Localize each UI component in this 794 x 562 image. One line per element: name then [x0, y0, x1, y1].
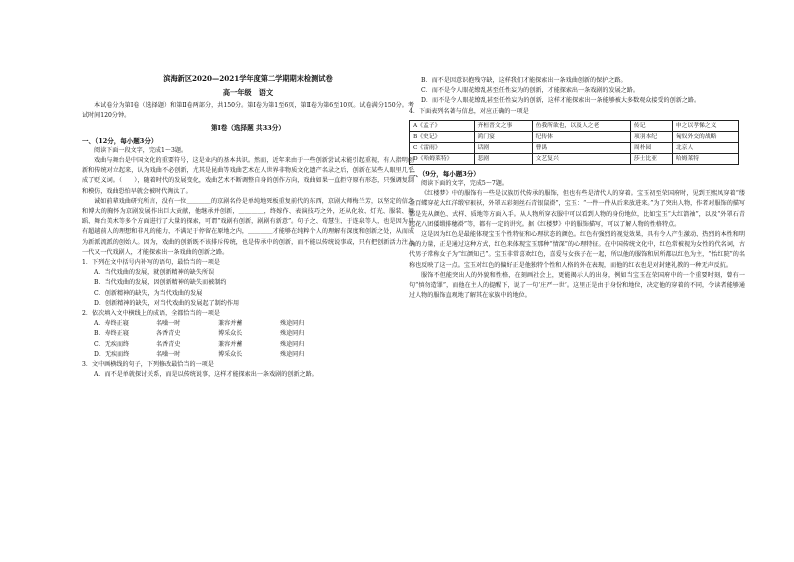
left-column	[82, 101, 414, 380]
option-cell: 名噪一时	[156, 320, 181, 328]
question-3-option-d: D．而不是令人眼花缭乱甚至任性妄为的创新，这样才能探索出一条能够被大多数观众接受的创新之路。	[421, 97, 701, 105]
exam-subtitle: 高一年级 语文	[222, 88, 274, 97]
table-cell: C《雷雨》	[410, 142, 475, 153]
option-cell: 兼容并蓄	[218, 320, 243, 328]
table-cell: 话剧	[474, 142, 532, 153]
question-2-option-row	[82, 350, 414, 360]
exam-intro: 本试卷分为第Ⅰ卷（选择题）和第Ⅱ卷两部分，共150分。第Ⅰ卷为第1至6页，第Ⅱ卷为第6至10页。试卷满分150分。考试时间120分钟。	[82, 102, 414, 120]
option-cell: 兼容并蓄	[218, 340, 243, 348]
table-cell: D《哈姆莱特》	[410, 153, 475, 164]
table-cell: 悲剧	[474, 153, 532, 164]
question-4-stem: 4．下面表列名著与信息，对应正确的一项是	[409, 107, 529, 115]
part1-title: 第Ⅰ卷（选择题 共33分）	[211, 124, 285, 133]
option-cell: 博采众长	[218, 350, 243, 358]
question-1-stem: 1．下列在文中括号内补写的语句，最恰当的一项是	[82, 259, 220, 267]
option-cell: C．无疾而终	[94, 340, 130, 348]
section1-heading: 一、（12分，每小题3分）	[82, 136, 158, 145]
table-cell: 哈姆莱特	[672, 153, 738, 164]
option-cell: 各香青史	[156, 330, 181, 338]
passage-paragraph: 《红楼梦》中的服饰有一些是汉族历代传承的服饰，但也有些是清代人的穿着。宝玉初至荣国府时，见到王熙凤穿着“缕金百蝶穿花大红洋缎窄裉袄，外罩五彩刻丝石青银鼠褂”，宝玉：“一件一件从后来放进来。”为了突出人物，作者对服饰的描写都是先从颜色、式样、质地等方面入手。从人物所穿衣服中可以看到人物的身份地位，比如宝玉“大红箭袖”，以及“外罩石青起花八团倭缎排穗褂”等，都有一定的讲究。据《红楼梦》中的服饰描写，可以了解人物的性格特点。	[409, 190, 745, 228]
question-3-option-b: B．而不是因意识抱残守缺，这样我们才能探索出一条戏曲创新的保护之路。	[421, 77, 627, 84]
table-row	[410, 142, 739, 153]
section2-heading: 二、（9分，每小题3分）	[409, 169, 480, 178]
option-cell: 殊途同归	[280, 330, 305, 338]
question-3-option-c: C．而不是令人眼花缭乱甚至任性妄为的创新，才能探索出一条戏剧的发展之路。	[421, 87, 639, 95]
table-cell: A《孟子》	[410, 120, 475, 131]
question-4-table	[409, 120, 739, 165]
exam-title: 滨海新区2020—2021学年度第二学期期末检测试卷	[163, 74, 333, 83]
option-cell: 殊途同归	[280, 350, 305, 358]
passage-paragraph: 诚如前辈戏曲研究所言，没有一位＿＿＿＿的京剧名伶是单纯地死板重复前代的东西，京剧大师梅兰芳，以坚定的信念和博大的胸怀为京剧发展作出巨大贡献，他继承并创新，＿＿＿＿，终嫁作、表演技巧之外，还从化妆、灯光、服装、舞蹈、舞台美术等多个方面进行了大量的探索，可谓“戏剧有创新，剧剧有新意”。句子之、荀慧生、于连泉等人，也是因为具有超越前人的理想和非凡的能力，不满足于停留在原地之内，＿＿＿＿才能够在纯粹个人的理解有深度和创新之处，从而成为新派流派的创始人。因为，戏曲的创新既不该排斥传统，也是传承中的创新，而不能以传统说事或，只有把创新活力注入一代又一代戏剧人，才能探索出一条戏曲的创新之路。	[82, 197, 414, 256]
table-row	[410, 120, 739, 131]
table-cell: 周朴园	[630, 142, 672, 153]
table-cell: 莎士比亚	[630, 153, 672, 164]
option-cell: B．寿终正寝	[94, 330, 129, 338]
section1-instruction: 阅读下面一段文字，完成1～3题。	[94, 146, 188, 154]
table-cell: 鸿门宴	[474, 131, 532, 142]
table-cell: 曹禺	[532, 142, 630, 153]
question-2-option-row	[82, 319, 414, 329]
question-2-option-row	[82, 340, 414, 350]
question-1-option-a: A．当代戏曲的发展，就创新精神的缺失所误	[94, 269, 215, 277]
table-row	[410, 131, 739, 142]
passage-paragraph: 这是因为红色是最能体现宝玉个性特征和心理状态的颜色。红色有强烈的视觉效果，具有令人产生激动、热烈的本性和明确的力量，正是通过这种方式，红色来体现宝玉那种“情深”的心理特征。在中国传统文化中，红色常被视为女性的代名词，古代男子常称女子为“红颜知己”。宝玉非常喜欢红色，喜爱与女孩子在一起，所以他的服饰和居所都以红色为主，“怡红院”的名称也反映了这一点。宝玉对红色的偏好正是他独特个性和人格的外在表现，而他的红衣也是对封建礼教的一种无声反抗。	[409, 231, 745, 269]
passage-paragraph: 戏曲与舞台是中国文化的重要符号，这是业内的基本共识。然而，近年来由于一些创新尝试未能引起重视，有人指明创新和传统对立起来，认为戏曲不必创新，尤其是昆曲等戏曲艺术在人世界非物质文化遗产名录之后，创新在某些人眼里几乎成了贬义词。（ ），随着时代的发展变化，戏曲艺术不断调整自身的创作方向，戏曲如果一直拒守原有形态，只强调复制和模仿，戏曲恐怕早就会被时代淘汰了。	[82, 157, 414, 195]
question-1-option-d: D．创新精神的缺失，对当代戏曲的发展起了制约作用	[94, 299, 240, 307]
question-2-stem: 2．依次填入文中横线上的成语，全都恰当的一项是	[82, 310, 220, 318]
table-cell: 传记	[630, 120, 672, 131]
table-row	[410, 153, 739, 164]
right-column	[409, 76, 745, 301]
option-cell: 殊途同归	[280, 320, 305, 328]
table-cell: 项羽本纪	[630, 131, 672, 142]
table-cell: 鱼我所欲也，以及人之老	[532, 120, 630, 131]
option-cell: 名噪一时	[156, 350, 181, 358]
question-1-option-c: C．创新精神的缺失，为当代戏曲的发展	[94, 289, 203, 297]
question-1-option-b: B．当代戏曲的发展，因创新精神的缺失而被制约	[94, 279, 227, 287]
table-cell: 齐桓晋文之事	[474, 120, 532, 131]
option-cell: 殊途同归	[280, 340, 305, 348]
table-cell: 申之以孝悌之义	[672, 120, 738, 131]
table-cell: 北京人	[672, 142, 738, 153]
table-cell: 文艺复兴	[532, 153, 630, 164]
passage-paragraph: 服饰不但能突出人的外貌和性格，在刻画社会上，更能揭示人的出身，例如当宝玉在荣国府中的一个重要时刻，曾有一句“慎勿造罪”，而他在主人的提醒下，说了一句‘庄严一世’。这里正是由于身份和地位，决定他的穿着的不同，令读者能够通过人物的服饰直观地了解其在家族中的地位。	[409, 271, 745, 300]
option-cell: 博采众长	[218, 330, 243, 338]
option-cell: A．寿终正寝	[94, 320, 129, 328]
question-3-option-a: A．而不是单就探讨关系，而是以传统说事，这样才能探索出一条戏剧的创新之路。	[94, 371, 318, 379]
option-cell: D．无疾而终	[94, 350, 130, 358]
question-3-stem: 3．文中画横线的句子，下列修改最恰当的一项是	[82, 361, 214, 369]
table-cell: 匈奴外交的战略	[672, 131, 738, 142]
section2-instruction: 阅读下面的文字，完成5～7题。	[421, 180, 508, 188]
table-cell: 纪传体	[532, 131, 630, 142]
question-2-option-row	[82, 329, 414, 339]
table-cell: B《史记》	[410, 131, 475, 142]
option-cell: 名香青史	[156, 340, 181, 348]
